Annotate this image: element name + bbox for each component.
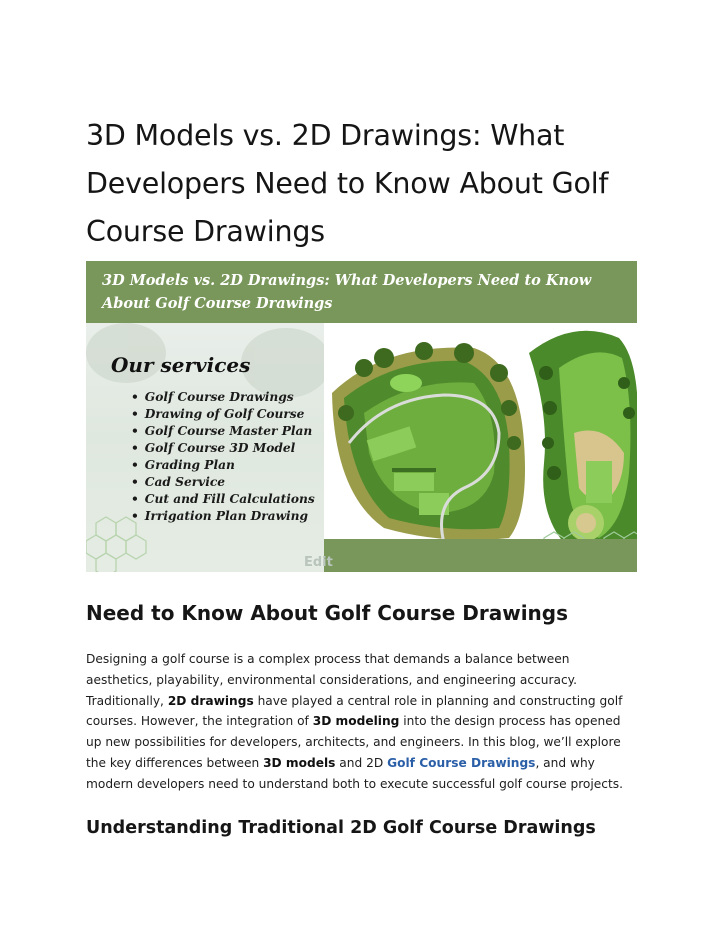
para-text: Designing a golf course is a complex process that demands a balance between aesthetics, playability, environmental considerations, and engineering accuracy. Traditionally, xyxy=(86,652,578,708)
banner-heading: 3D Models vs. 2D Drawings: What Developers Need to Know About Golf Course Drawings xyxy=(102,272,592,312)
service-item: • Golf Course 3D Model xyxy=(133,440,315,457)
golf-course-3d-illustration xyxy=(324,323,637,572)
watermark: Edit xyxy=(304,555,333,570)
banner-header xyxy=(86,261,637,323)
service-item: • Drawing of Golf Course xyxy=(133,406,315,423)
golf-course-drawings-link[interactable]: Golf Course Drawings xyxy=(387,755,536,770)
banner-footer-strip xyxy=(324,539,637,572)
service-item: • Cut and Fill Calculations xyxy=(133,491,315,508)
para-text: into the design process has opened up new possibilities for developers, architects, and engineers. In this blog, we’ll explore the key differences between xyxy=(86,714,621,770)
intro-paragraph xyxy=(86,649,638,795)
service-item: • Golf Course Drawings xyxy=(133,389,315,406)
services-list xyxy=(133,389,315,525)
para-bold: 3D modeling xyxy=(312,714,400,729)
page-title: 3D Models vs. 2D Drawings: What Developers Need to Know About Golf Course Drawings xyxy=(86,119,609,248)
para-text: and 2D xyxy=(335,755,388,770)
section-heading: Need to Know About Golf Course Drawings xyxy=(86,601,569,625)
para-text: have played a central role in planning and constructing golf courses. However, the integration of xyxy=(86,693,623,729)
service-item: • Irrigation Plan Drawing xyxy=(133,508,315,525)
para-bold: 2D drawings xyxy=(167,693,254,708)
service-item: • Cad Service xyxy=(133,474,315,491)
banner-image xyxy=(86,261,637,572)
service-item: • Golf Course Master Plan xyxy=(133,423,315,440)
service-item: • Grading Plan xyxy=(133,457,315,474)
para-text: , and why modern developers need to understand both to execute successful golf course projects. xyxy=(86,755,623,791)
services-title: Our services xyxy=(111,353,251,377)
golf-course-render xyxy=(324,323,637,572)
para-bold: 3D models xyxy=(263,755,336,770)
subsection-heading: Understanding Traditional 2D Golf Course Drawings xyxy=(86,818,596,838)
